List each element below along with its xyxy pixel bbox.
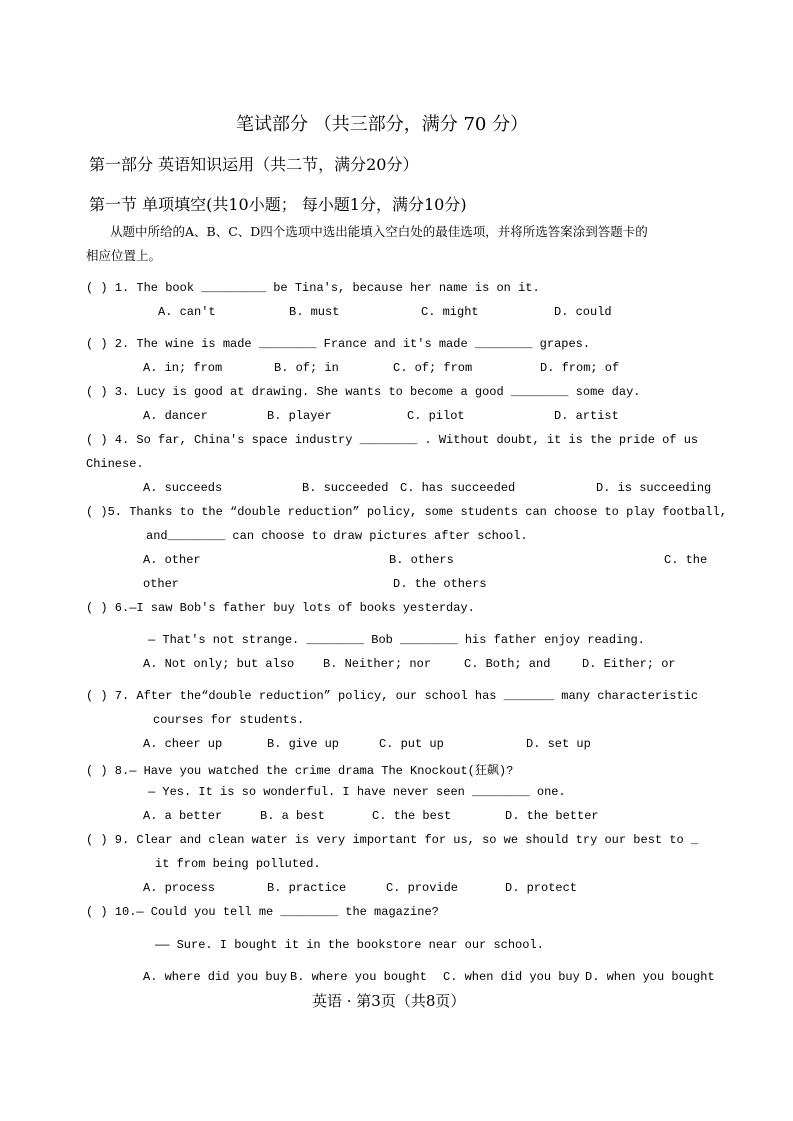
question-10-stem: ( ) 10.— Could you tell me ________ the magazine? [86,905,439,919]
question-1-option-c: C. might [421,305,479,319]
question-6-option-d: D. Either; or [582,657,676,671]
question-5-stem-continued: and________ can choose to draw pictures after school. [146,529,528,543]
question-3-stem: ( ) 3. Lucy is good at drawing. She wants to become a good ________ some day. [86,385,641,399]
instructions-line1: 从题中所给的A、B、C、D四个选项中选出能填入空白处的最佳选项，并将所选答案涂到答题卡的 [110,224,648,239]
question-2-option-b: B. of; in [274,361,339,375]
question-6-reply: — That's not strange. ________ Bob ________ his father enjoy reading. [148,633,645,647]
page-title: 笔试部分 （共三部分，满分 70 分） [236,114,529,135]
question-10-reply: —— Sure. I bought it in the bookstore near our school. [155,938,544,952]
question-4-option-d: D. is succeeding [596,481,712,495]
question-4-option-c: C. has succeeded [400,481,516,495]
question-10-option-a: A. where did you buy [143,970,288,984]
question-9-option-a: A. process [143,881,216,895]
question-9-stem: ( ) 9. Clear and clean water is very important for us, so we should try our best to _ [86,833,699,847]
question-7-option-b: B. give up [267,737,340,751]
question-2-stem: ( ) 2. The wine is made ________ France and it's made ________ grapes. [86,337,591,351]
question-8-option-b: B. a best [260,809,325,823]
question-5-option-a: A. other [143,553,201,567]
question-10-option-d: D. when you bought [585,970,715,984]
question-1-option-a: A. can't [158,305,216,319]
question-7-stem-continued: courses for students. [153,713,305,727]
question-9-option-b: B. practice [267,881,347,895]
part1-heading: 第一部分 英语知识运用（共二节，满分20分） [89,155,419,174]
question-8-reply: — Yes. It is so wonderful. I have never seen ________ one. [148,785,566,799]
question-9-option-d: D. protect [505,881,578,895]
question-3-option-d: D. artist [554,409,619,423]
question-5-option-b: B. others [389,553,454,567]
question-4-option-a: A. succeeds [143,481,223,495]
question-6-option-b: B. Neither; nor [323,657,432,671]
question-6-option-c: C. Both; and [464,657,551,671]
question-7-stem: ( ) 7. After the“double reduction” policy, our school has _______ many characteristic [86,689,699,703]
question-3-option-c: C. pilot [407,409,465,423]
question-6-stem: ( ) 6.—I saw Bob's father buy lots of books yesterday. [86,601,475,615]
question-5-stem: ( )5. Thanks to the “double reduction” policy, some students can choose to play football, [86,505,727,519]
question-4-stem: ( ) 4. So far, China's space industry ________ . Without doubt, it is the pride of us [86,433,699,447]
question-5-option-c: C. the [664,553,708,567]
question-10-option-b: B. where you bought [290,970,427,984]
question-8-option-c: C. the best [372,809,452,823]
question-7-option-c: C. put up [379,737,444,751]
question-1-option-b: B. must [289,305,340,319]
question-6-option-a: A. Not only; but also [143,657,295,671]
question-7-option-d: D. set up [526,737,591,751]
question-7-option-a: A. cheer up [143,737,223,751]
question-9-stem-continued: it from being polluted. [155,857,321,871]
question-5-option-d: D. the others [393,577,487,591]
instructions-line2: 相应位置上。 [86,248,162,263]
question-8-stem: ( ) 8.— Have you watched the crime drama The Knockout(狂飙)? [86,764,514,778]
question-4-stem-continued: Chinese. [86,457,144,471]
question-1-option-d: D. could [554,305,612,319]
question-9-option-c: C. provide [386,881,459,895]
question-3-option-a: A. dancer [143,409,208,423]
question-2-option-d: D. from; of [540,361,620,375]
page-footer: 英语 · 第3页（共8页） [312,992,466,1010]
question-5-option-c-continued: other [143,577,180,591]
question-2-option-a: A. in; from [143,361,223,375]
question-2-option-c: C. of; from [393,361,473,375]
question-8-option-a: A. a better [143,809,223,823]
question-10-option-c: C. when did you buy [443,970,580,984]
question-4-option-b: B. succeeded [302,481,389,495]
question-1-stem: ( ) 1. The book _________ be Tina's, because her name is on it. [86,281,540,295]
question-3-option-b: B. player [267,409,332,423]
section1-heading: 第一节 单项填空(共10小题； 每小题1分，满分10分) [89,195,467,214]
question-8-option-d: D. the better [505,809,599,823]
